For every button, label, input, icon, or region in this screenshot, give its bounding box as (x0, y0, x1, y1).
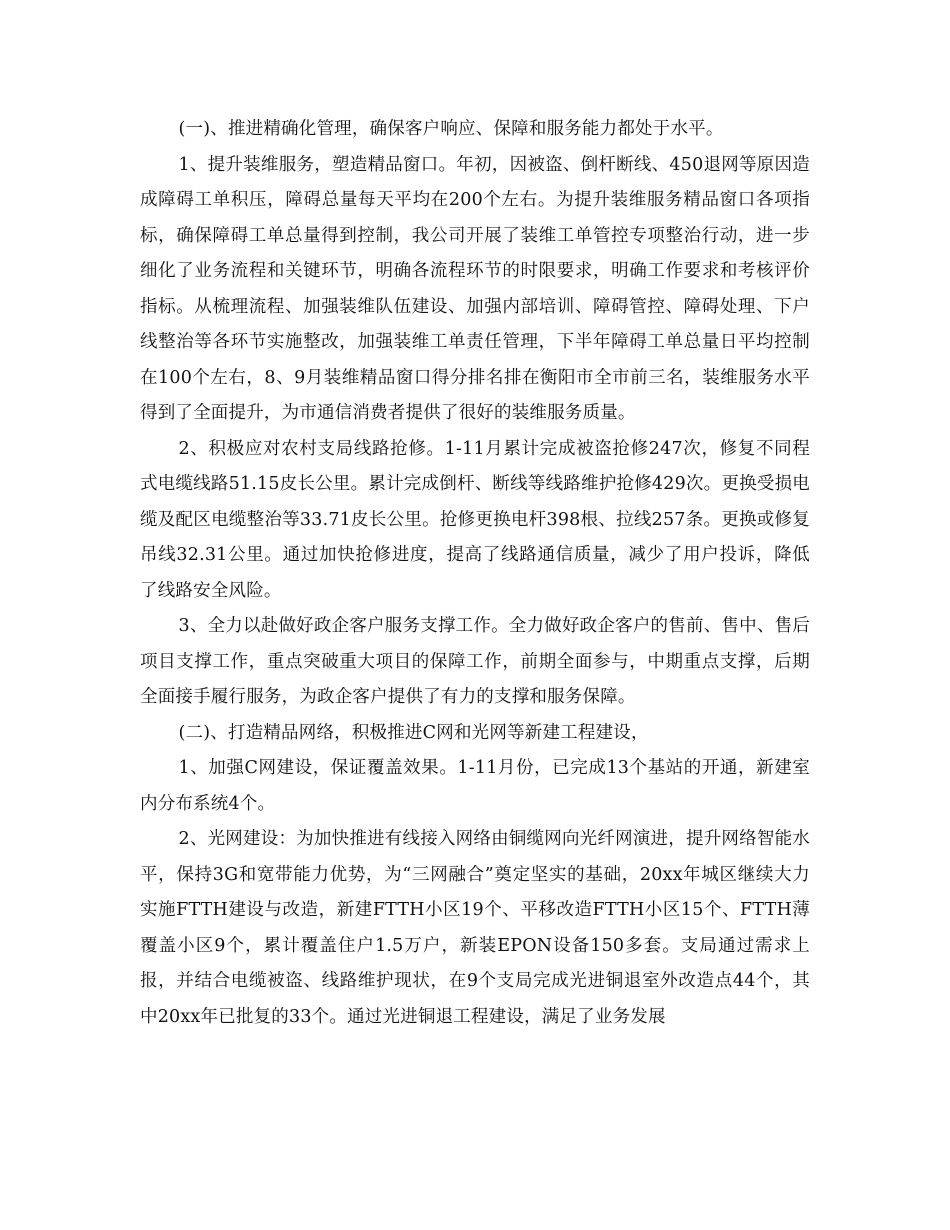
section-heading-1: (一)、推进精确化管理，确保客户响应、保障和服务能力都处于水平。 (178, 119, 724, 139)
paragraph-enterprise-support: 3、全力以赴做好政企客户服务支撑工作。全力做好政企客户的售前、售中、售后项目支撑工作，重点突破重大项目的保障工作，前期全面参与，中期重点支撑，后期全面接手履行服务，为政企客户提供了有力的支撑和服务保障。 (140, 616, 810, 707)
section-heading-2: (二)、打造精品网络，积极推进C网和光网等新建工程建设， (178, 722, 649, 743)
paragraph-c-network: 1、加强C网建设，保证覆盖效果。1-11月份，已完成13个基站的开通，新建室内分布系统4个。 (140, 758, 810, 814)
document-body (140, 112, 810, 1035)
paragraph-fiber-network: 2、光网建设：为加快推进有线接入网络由铜缆网向光纤网演进，提升网络智能水平，保持3G和宽带能力优势，为“三网融合”奠定坚实的基础，20xx年城区继续大力实施FTTH建设与改造，新建FTTH小区19个、平移改造FTTH小区15个、FTTH薄覆盖小区9个，累计覆盖住户1.5万户，新装EPON设备150多套。支局通过需求上报，并结合电缆被盗、线路维护现状，在9个支局完成光进铜退室外改造点44个，其中20xx年已批复的33个。通过光进铜退工程建设，满足了业务发展 (140, 829, 810, 1027)
paragraph-maintenance-service: 1、提升装维服务，塑造精品窗口。年初，因被盗、倒杆断线、450退网等原因造成障碍工单积压，障碍总量每天平均在200个左右。为提升装维服务精品窗口各项指标，确保障碍工单总量得到控制，我公司开展了装维工单管控专项整治行动，进一步细化了业务流程和关键环节，明确各流程环节的时限要求，明确工作要求和考核评价指标。从梳理流程、加强装维队伍建设、加强内部培训、障碍管控、障碍处理、下户线整治等各环节实施整改，加强装维工单责任管理，下半年障碍工单总量日平均控制在100个左右，8、9月装维精品窗口得分排名排在衡阳市全市前三名，装维服务水平得到了全面提升，为市通信消费者提供了很好的装维服务质量。 (140, 154, 810, 423)
paragraph-rural-line-repair: 2、积极应对农村支局线路抢修。1-11月累计完成被盗抢修247次，修复不同程式电缆线路51.15皮长公里。累计完成倒杆、断线等线路维护抢修429次。更换受损电缆及配区电缆整治等33.71皮长公里。抢修更换电杆398根、拉线257条。更换或修复吊线32.31公里。通过加快抢修进度，提高了线路通信质量，减少了用户投诉，降低了线路安全风险。 (140, 438, 810, 601)
